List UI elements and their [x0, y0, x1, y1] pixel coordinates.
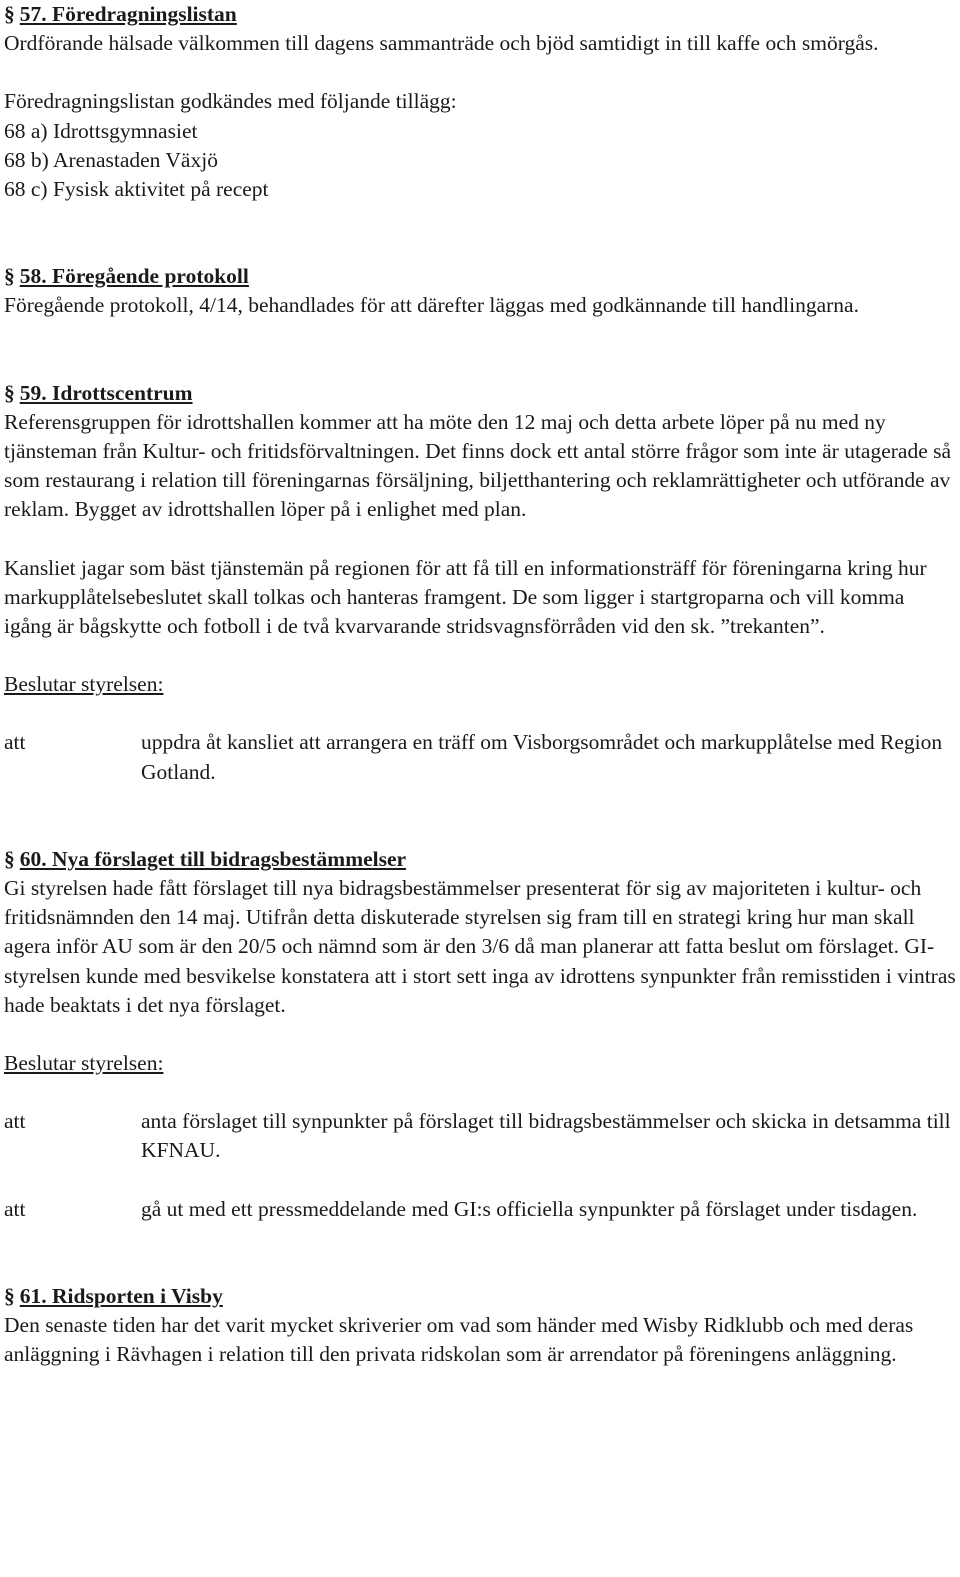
section-title: 59. Idrottscentrum — [19, 380, 193, 405]
section-sign: § — [4, 380, 15, 405]
paragraph: Gi styrelsen hade fått förslaget till nya bidragsbestämmelser presenterat för sig av majoriteten i kultur- och fritidsnämnden den 14 maj. Utifrån detta diskuterade styrelsen sig fram till en strategi kring hur man skall agera inför AU som är den 20/5 och nämnd som är den 3/6 då man planerar att fatta beslut om förslaget. GI-styrelsen kunde med besvikelse konstatera att i stort sett inga av idrottens synpunkter från remisstiden i vintras hade beaktats i det nya förslaget. — [4, 876, 956, 1017]
decision-item — [4, 728, 956, 786]
agenda-line: 68 b) Arenastaden Växjö — [4, 147, 218, 172]
paragraph: Ordförande hälsade välkommen till dagens sammanträde och bjöd samtidigt in till kaffe och smörgås. — [4, 31, 879, 56]
paragraph: Kansliet jagar som bäst tjänstemän på regionen för att få till en informationsträff för föreningarna kring hur markupplåtelsebeslutet skall tolkas och hanteras framgent. De som ligger i startgroparna och vill komma igång är bågskytte och fotboll i de två kvarvarande stridsvagnsförråden vid den sk. ”trekanten”. — [4, 555, 927, 639]
att-label: att — [4, 1196, 26, 1221]
section-title: 58. Föregående protokoll — [19, 264, 249, 289]
section-heading-59 — [4, 379, 956, 408]
paragraph: Den senaste tiden har det varit mycket skriverier om vad som händer med Wisby Ridklubb och med deras anläggning i Rävhagen i relation till den privata ridskolan som är arrendator på föreningens anläggning. — [4, 1313, 914, 1367]
decision-text: gå ut med ett pressmeddelande med GI:s officiella synpunkter på förslaget under tisdagen. — [141, 1196, 918, 1221]
section-sign: § — [4, 264, 15, 289]
section-heading-61 — [4, 1282, 956, 1311]
att-label: att — [4, 730, 26, 755]
section-title: 60. Nya förslaget till bidragsbestämmelser — [19, 846, 407, 871]
decision-text: anta förslaget till synpunkter på förslaget till bidragsbestämmelser och skicka in detsamma till KFNAU. — [141, 1109, 951, 1163]
decision-item — [4, 1195, 956, 1224]
agenda-line: 68 a) Idrottsgymnasiet — [4, 118, 198, 143]
att-label: att — [4, 1109, 26, 1134]
section-sign: § — [4, 846, 15, 871]
decision-text: uppdra åt kansliet att arrangera en träff om Visborgsområdet och markupplåtelse med Region Gotland. — [141, 730, 943, 784]
paragraph: Föregående protokoll, 4/14, behandlades för att därefter läggas med godkännande till handlingarna. — [4, 293, 859, 318]
decision-label: Beslutar styrelsen: — [4, 1051, 164, 1076]
section-heading-60 — [4, 845, 956, 874]
decision-label: Beslutar styrelsen: — [4, 672, 164, 697]
section-heading-57 — [4, 0, 956, 29]
section-title: 61. Ridsporten i Visby — [19, 1283, 223, 1308]
section-title: 57. Föredragningslistan — [19, 2, 237, 26]
agenda-line: Föredragningslistan godkändes med följande tillägg: — [4, 89, 457, 114]
agenda-line: 68 c) Fysisk aktivitet på recept — [4, 177, 269, 202]
decision-item — [4, 1107, 956, 1165]
paragraph: Referensgruppen för idrottshallen kommer att ha möte den 12 maj och detta arbete löper på nu med ny tjänsteman från Kultur- och fritidsförvaltningen. Det finns dock ett antal större frågor som inte är utagerade så som restaurang i relation till föreningarnas försäljning, biljetthantering och reklamrättigheter och utförande av reklam. Bygget av idrottshallen löper på i enlighet med plan. — [4, 409, 952, 522]
section-sign: § — [4, 1283, 15, 1308]
section-sign: § — [4, 2, 15, 26]
section-heading-58 — [4, 262, 956, 291]
